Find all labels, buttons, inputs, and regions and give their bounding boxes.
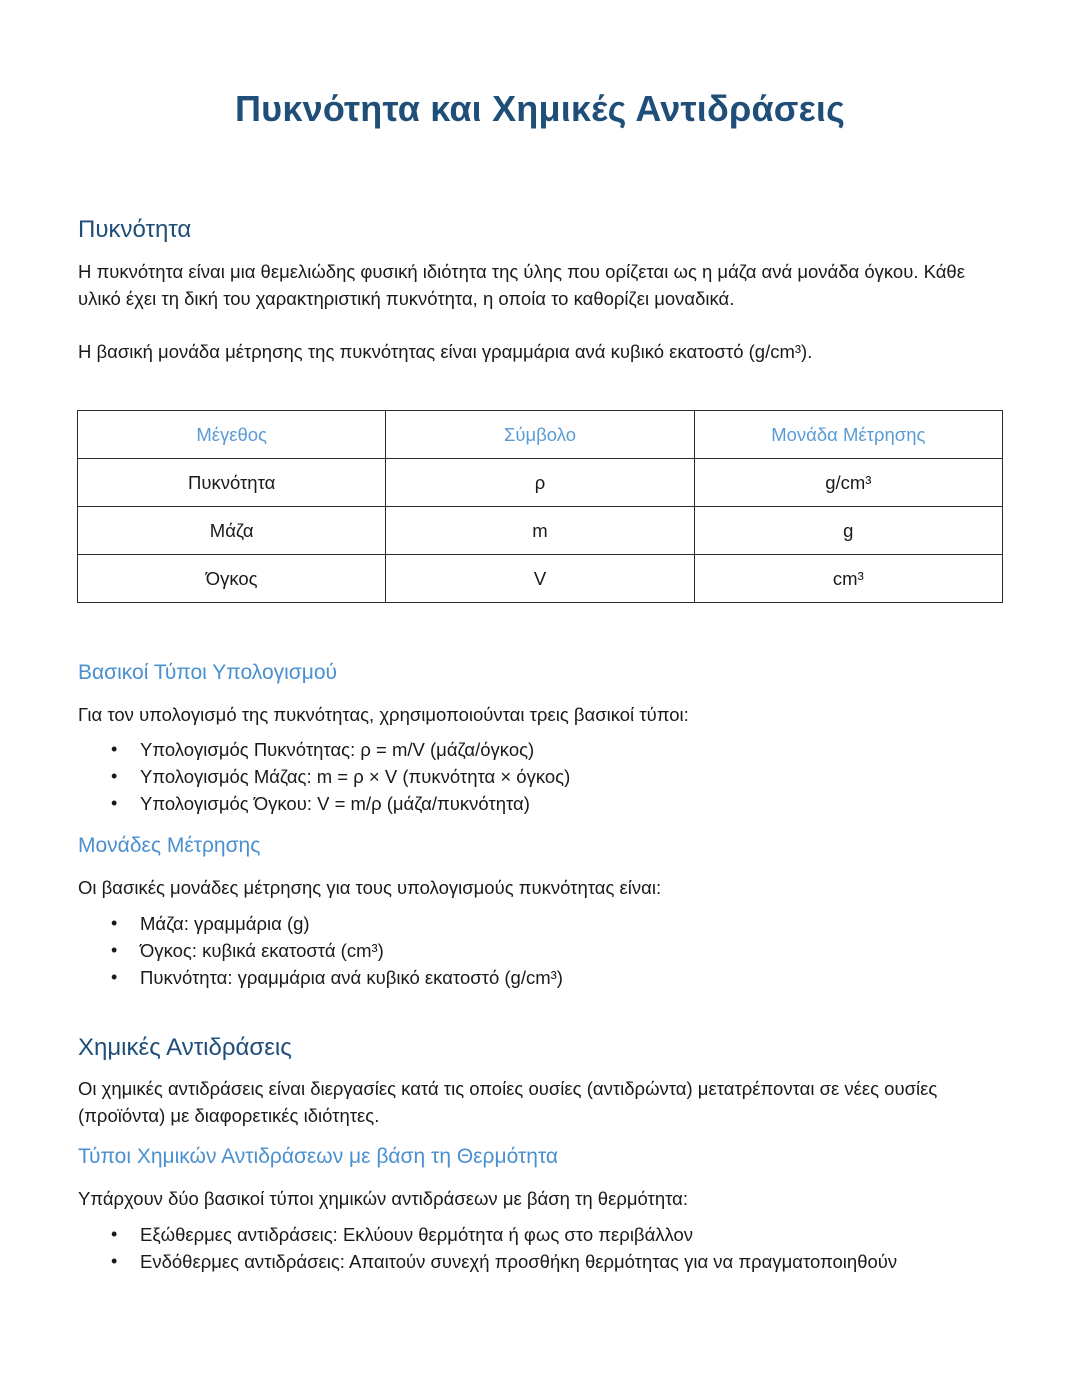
table-cell: ρ	[386, 459, 694, 507]
formulas-list	[78, 736, 1008, 817]
table-row	[78, 459, 1003, 507]
list-item: • Υπολογισμός Πυκνότητας: ρ = m/V (μάζα/όγκος)	[78, 736, 1008, 763]
density-unit-sentence: Η βασική μονάδα μέτρησης της πυκνότητας είναι γραμμάρια ανά κυβικό εκατοστό (g/cm³).	[78, 341, 813, 362]
list-item: • Υπολογισμός Όγκου: V = m/ρ (μάζα/πυκνότητα)	[78, 790, 1008, 817]
table-cell: Πυκνότητα	[78, 459, 386, 507]
table-header-row	[78, 411, 1003, 459]
list-item: • Υπολογισμός Μάζας: m = ρ × V (πυκνότητα × όγκος)	[78, 763, 1008, 790]
page-title: Πυκνότητα και Χημικές Αντιδράσεις	[234, 88, 846, 129]
formulas-intro: Για τον υπολογισμό της πυκνότητας, χρησιμοποιούνται τρεις βασικοί τύποι:	[78, 704, 689, 725]
units-intro: Οι βασικές μονάδες μέτρησης για τους υπολογισμούς πυκνότητας είναι:	[78, 877, 662, 898]
table-header-symbol: Σύμβολο	[386, 411, 694, 459]
table-cell: g/cm³	[694, 459, 1002, 507]
list-item: • Μάζα: γραμμάρια (g)	[78, 910, 1008, 937]
table-row	[78, 507, 1003, 555]
table-cell: cm³	[694, 555, 1002, 603]
reactions-heading: Χημικές Αντιδράσεις	[78, 1034, 292, 1061]
table-cell: V	[386, 555, 694, 603]
table-row	[78, 555, 1003, 603]
list-item: • Πυκνότητα: γραμμάρια ανά κυβικό εκατοστό (g/cm³)	[78, 964, 1008, 991]
reactions-intro: Οι χημικές αντιδράσεις είναι διεργασίες κατά τις οποίες ουσίες (αντιδρώντα) μετατρέπονται σε νέες ουσίες (προϊόντα) με διαφορετικές ιδιότητες.	[78, 1078, 938, 1126]
units-list	[78, 910, 1008, 991]
list-item: • Ενδόθερμες αντιδράσεις: Απαιτούν συνεχή προσθήκη θερμότητας για να πραγματοποιηθούν	[78, 1248, 1008, 1275]
list-item: • Όγκος: κυβικά εκατοστά (cm³)	[78, 937, 1008, 964]
table-cell: m	[386, 507, 694, 555]
density-intro: Η πυκνότητα είναι μια θεμελιώδης φυσική ιδιότητα της ύλης που ορίζεται ως η μάζα ανά μονάδα όγκου. Κάθε υλικό έχει τη δική του χαρακτηριστική πυκνότητα, η οποία το καθορίζει μοναδικά.	[78, 261, 965, 309]
reaction-types-list	[78, 1221, 1008, 1275]
density-heading: Πυκνότητα	[78, 216, 192, 243]
table-cell: Όγκος	[78, 555, 386, 603]
table-header-quantity: Μέγεθος	[78, 411, 386, 459]
table-cell: Μάζα	[78, 507, 386, 555]
table-cell: g	[694, 507, 1002, 555]
list-item: • Εξώθερμες αντιδράσεις: Εκλύουν θερμότητα ή φως στο περιβάλλον	[78, 1221, 1008, 1248]
reaction-types-heading: Τύποι Χημικών Αντιδράσεων με βάση τη Θερμότητα	[78, 1145, 559, 1168]
units-heading: Μονάδες Μέτρησης	[78, 834, 261, 857]
table-header-unit: Μονάδα Μέτρησης	[694, 411, 1002, 459]
reaction-types-intro: Υπάρχουν δύο βασικοί τύποι χημικών αντιδράσεων με βάση τη θερμότητα:	[78, 1188, 689, 1209]
density-table	[77, 410, 1003, 603]
formulas-heading: Βασικοί Τύποι Υπολογισμού	[78, 661, 338, 684]
